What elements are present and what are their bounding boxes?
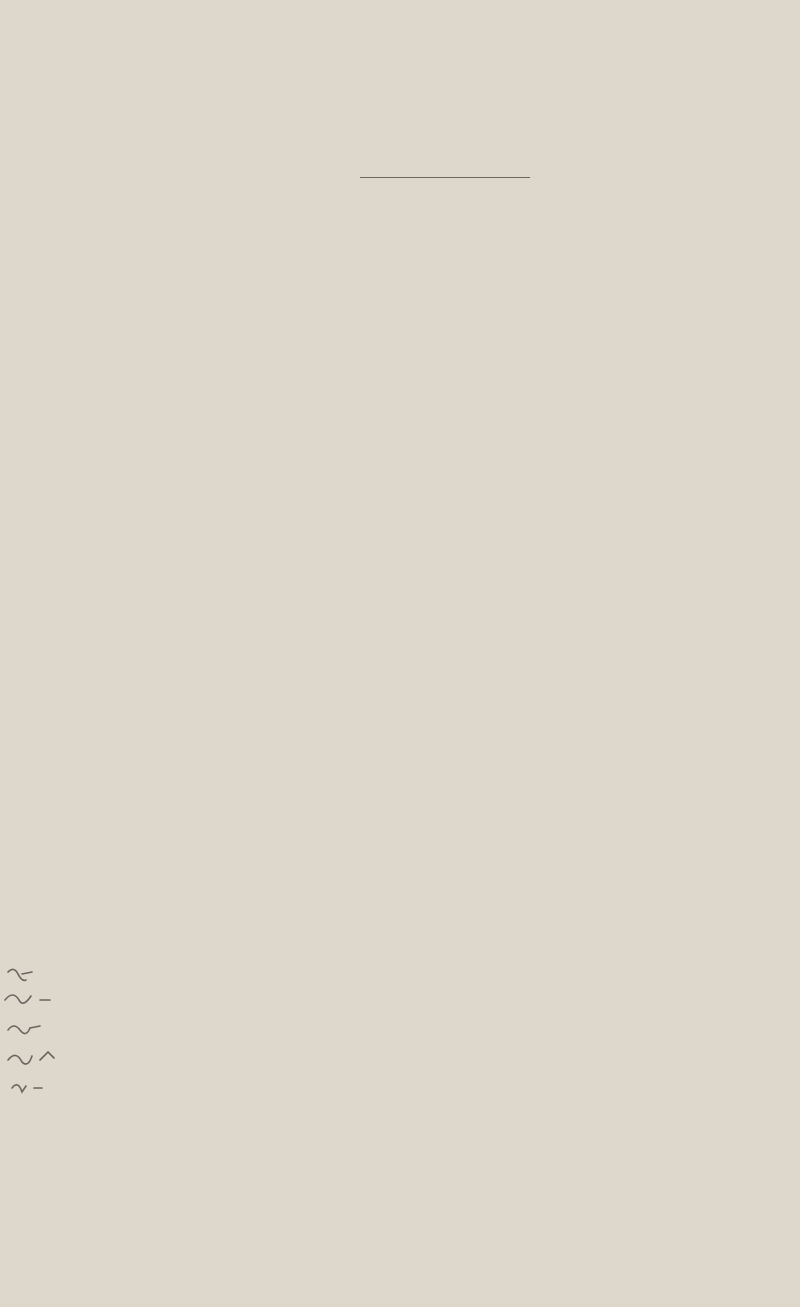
pencil-annotations — [0, 960, 60, 1160]
section-divider — [360, 177, 530, 178]
